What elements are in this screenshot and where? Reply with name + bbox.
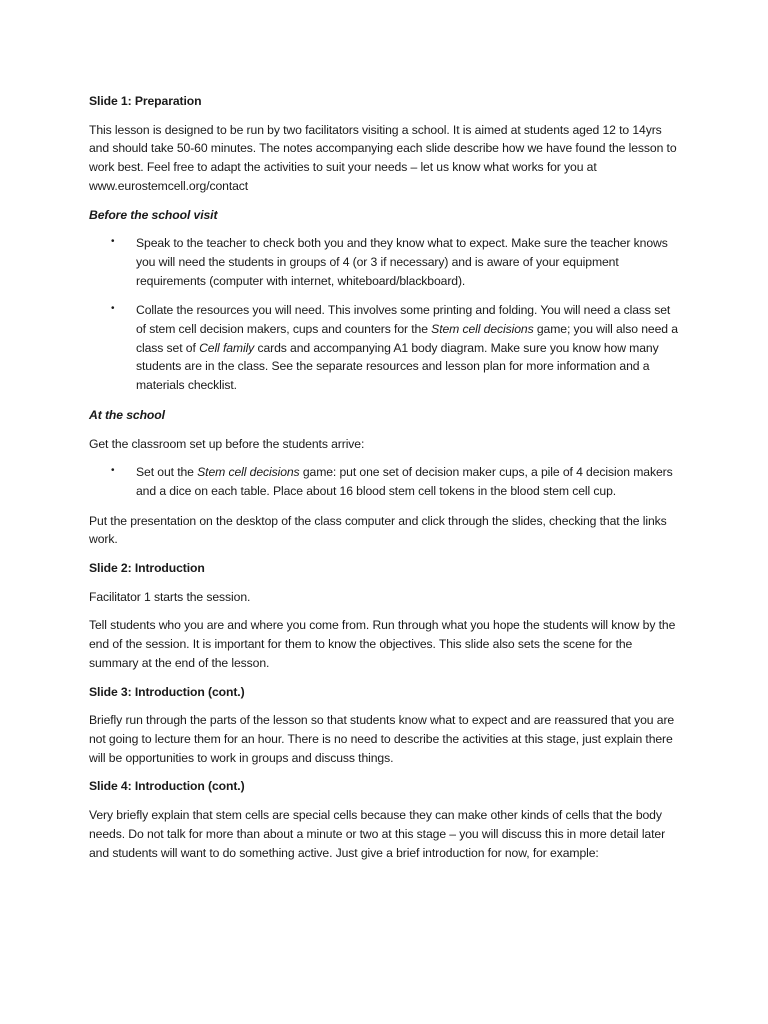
slide3-heading: Slide 3: Introduction (cont.) — [89, 684, 245, 699]
list-item-text — [136, 465, 673, 498]
slide1-heading: Slide 1: Preparation — [89, 94, 202, 108]
list-item-text — [136, 303, 678, 392]
text-run: game; you will also need a class set of — [136, 322, 678, 355]
at-school-subheading: At the school — [89, 407, 165, 422]
list-item-text: Speak to the teacher to check both you and they know what to expect. Make sure the teacher knows you will need the students in groups of 4 (or 3 if necessary) and is aware of your equipment requirements (computer with internet, whiteboard/blackboard). — [136, 236, 668, 288]
slide3-paragraph-1: Briefly run through the parts of the lesson so that students know what to expect and are reassured that you are not going to lecture them for an hour. There is no need to describe the activities at this stage, just explain there will be opportunities to work in groups and discuss things. — [89, 713, 675, 765]
list-item — [89, 463, 679, 500]
at-school-closing: Put the presentation on the desktop of the class computer and click through the slides, checking that the links work. — [89, 513, 667, 547]
slide2-paragraph-2: Tell students who you are and where you come from. Run through what you hope the students will know by the end of the session. It is important for them to know the objectives. This slide also sets the scene for the summary at the end of the lesson. — [89, 618, 676, 670]
game-title-emphasis: Stem cell decisions — [431, 322, 534, 337]
text-run: Collate the resources you will need. This involves some printing and folding. You will need a class set of stem cell decision makers, cups and counters for the — [136, 303, 671, 337]
at-school-intro: Get the classroom set up before the students arrive: — [89, 436, 365, 451]
at-school-list — [89, 463, 679, 500]
game-title-emphasis: Stem cell decisions — [197, 465, 300, 480]
text-run: Set out the — [136, 465, 198, 480]
bullet-icon: • — [111, 303, 115, 315]
before-visit-subheading: Before the school visit — [89, 207, 218, 222]
slide1-intro-paragraph: This lesson is designed to be run by two facilitators visiting a school. It is aimed at students aged 12 to 14yrs and should take 50-60 minutes. The notes accompanying each slide describe how we have found the lesson to work best. Feel free to adapt the activities to suit your needs – let us know what works for you at www.eurostemcell.org/contact — [89, 122, 677, 193]
text-run: game: put one set of decision maker cups, a pile of 4 decision makers and a dice on each table. Place about 16 blood stem cell tokens in the blood stem cell cup. — [136, 465, 673, 498]
cards-title-emphasis: Cell family — [199, 340, 255, 355]
text-run: cards and accompanying A1 body diagram. Make sure you know how many students are in the class. See the separate resources and lesson plan for more information and a materials checklist. — [136, 340, 659, 393]
slide4-paragraph-1: Very briefly explain that stem cells are special cells because they can make other kinds of cells that the body needs. Do not talk for more than about a minute or two at this stage – you will discuss this in more detail later and students will want to do something active. Just give a brief introduction for now, for example: — [89, 808, 666, 860]
list-item — [89, 234, 679, 290]
slide2-heading: Slide 2: Introduction — [89, 561, 205, 576]
document-page — [89, 92, 679, 872]
slide2-paragraph-1: Facilitator 1 starts the session. — [89, 589, 251, 604]
slide4-heading: Slide 4: Introduction (cont.) — [89, 779, 245, 794]
before-visit-list — [89, 234, 679, 395]
list-item — [89, 301, 679, 395]
bullet-icon: • — [111, 236, 115, 248]
bullet-icon: • — [111, 465, 115, 477]
